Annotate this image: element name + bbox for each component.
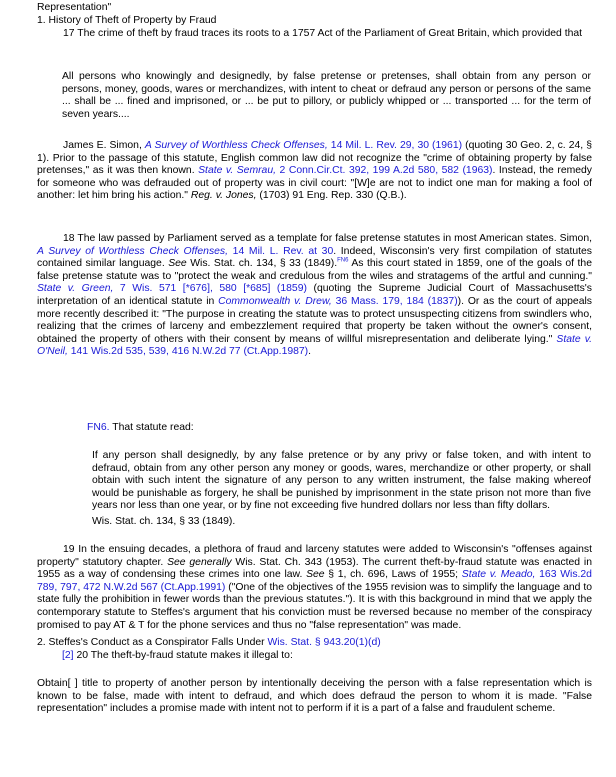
paragraph-18 [37, 233, 592, 359]
text: (quoting the Supreme Judicial Court of Massachusetts's interpretation of an identical statute in [37, 283, 592, 307]
text: . Instead, the remedy for someone who was defrauded out of property was in civil court: "[W]e are not to indict one man for making a fool of another: let him bring his action." [37, 165, 593, 202]
section-2-heading [37, 637, 597, 650]
see-signal: See [168, 258, 187, 270]
link-survey-worthless-check-2[interactable]: A Survey of Worthless Check Offenses, [37, 245, 229, 257]
link-commonwealth-v-drew[interactable]: Commonwealth v. Drew, [218, 295, 332, 307]
text: § 1, ch. 696, Laws of 1955; [324, 569, 462, 581]
link-mil-l-rev-29[interactable]: 14 Mil. L. Rev. 29, 30 (1961) [327, 140, 463, 151]
footnote-6-label[interactable]: FN6. [87, 422, 110, 433]
text: Wis. Stat. Ch. 343 (1953). The current theft-by-fraud statute was enacted in 1955 as a way of condensing these crimes into one law. [37, 556, 592, 581]
link-state-v-semrau[interactable]: State v. Semrau, [198, 165, 277, 177]
headnote-2-link[interactable]: [2] [62, 650, 74, 661]
link-survey-worthless-check[interactable]: A Survey of Worthless Check Offenses, [144, 140, 328, 151]
text: As this court stated in 1859, one of the goals of the false pretense statute was to "protect the weak and credulous from the wiles and stratagems of the artful and cunning." [37, 258, 592, 282]
text: ("One of the objectives of the 1955 revision was to simplify the language and to state fully the prohibition in fewer words than the previous statutes."). It is with this background in mind that we apply the contemporary statute to Steffes's argument that his conviction must be reversed because no member of the conspiracy promised to pay AT & T for the phone services and thus no "false representation" was made. [37, 581, 592, 631]
footnote-6-intro [87, 422, 587, 435]
text: Wis. Stat. ch. 134, § 33 (1849). [186, 258, 338, 270]
link-mil-l-rev-at-30[interactable]: 14 Mil. L. Rev. at 30 [228, 245, 334, 257]
paragraph-17: 17 The crime of theft by fraud traces its roots to a 1757 Act of the Parliament of Great Britain, which provided that [63, 28, 583, 39]
text: 19 In the ensuing decades, a plethora of fraud and larceny statutes were added to Wisconsin's "offenses against property" statutory chapter. [37, 544, 592, 568]
paragraph-20 [62, 650, 592, 663]
text: 18 The law passed by Parliament served as a template for false pretense statutes in most American states. Simon, [63, 233, 592, 244]
section-1-heading: 1. History of Theft of Property by Fraud [37, 15, 217, 26]
text: (quoting 30 Geo. 2, c. 24, § 1). Prior to the passage of this statute, English common law did not recognize the "crime of obtaining property by false pretenses," as it was then known. [37, 140, 592, 177]
text: (1703) 91 Eng. Rep. 330 (Q.B.). [256, 190, 407, 202]
link-state-v-meado[interactable]: State v. Meado, [461, 569, 536, 581]
see-generally-signal: See generally [167, 556, 232, 568]
top-line: Representation" [37, 2, 112, 13]
text: ). Or as the court of appeals more recently described it: "The purpose in creating the statute was to protect unsuspecting citizens from swindlers who, realizing that the crimes of larceny and embezzlement required that property be taken without the owner's consent, obtained the property of others with their consent by means of willful misrepresentation and deliberate lying." [37, 295, 592, 345]
link-meado-cite[interactable]: 163 Wis.2d 789, 797, 472 N.W.2d 567 (Ct.App.1991) [37, 569, 592, 593]
statute-quote: Obtain[ ] title to property of another person by intentionally deceiving the person with a false representation which is known to be false, made with intent to defraud, and which does defraud the person to whom it is made. "False representation" includes a promise made with intent not to perform if it is a part of a false and fraudulent scheme. [37, 678, 592, 715]
text: That statute read: [109, 422, 194, 433]
see-signal: See [306, 569, 325, 581]
link-wis-stat-943-20[interactable]: Wis. Stat. § 943.20(1)(d) [267, 637, 381, 648]
link-oneil-cite[interactable]: 141 Wis.2d 535, 539, 416 N.W.2d 77 (Ct.App.1987) [67, 346, 309, 358]
footnote-6-quote: If any person shall designedly, by any false pretence or by any privy or false token, and with intent to defraud, obtain from any other person any money or goods, wares, merchandize or other property, or shall obtain with such intent the signature of any person to any written instrument, the false making whereof would be punishable as forgery, he shall be punished by imprisonment in the state prison not more than five years nor less than one year, or by fine not exceeding five hundred dollars nor less than fifty dollars. [92, 450, 591, 512]
footnote-6-marker[interactable]: FN6 [337, 257, 349, 264]
link-drew-cite[interactable]: 36 Mass. 179, 184 (1837) [331, 295, 458, 307]
footnote-6-cite: Wis. Stat. ch. 134, § 33 (1849). [92, 516, 236, 527]
text: . [308, 346, 312, 358]
link-green-cite[interactable]: 7 Wis. 571 [*676], 580 [*685] (1859) [113, 283, 307, 295]
block-quote-1757-act: All persons who knowingly and designedly, by false pretense or pretenses, shall obtain from any person or persons, money, goods, wares or merchandizes, with intent to cheat or defraud any person or persons of the same ... shall be ... fined and imprisoned, or ... be put to pillory, or publicly whipped or ... transported ... for the term of seven years.... [62, 71, 591, 120]
link-semrau-cite[interactable]: 2 Conn.Cir.Ct. 392, 199 A.2d 580, 582 (1963) [276, 165, 493, 177]
link-state-v-green[interactable]: State v. Green, [37, 283, 114, 295]
text: 2. Steffes's Conduct as a Conspirator Falls Under [37, 637, 268, 648]
text: James E. Simon, [63, 140, 145, 151]
text: 20 The theft-by-fraud statute makes it illegal to: [73, 650, 293, 661]
link-state-v-oneil[interactable]: State v. O'Neil, [37, 333, 592, 358]
simon-citation-paragraph [37, 140, 592, 203]
text: . Indeed, Wisconsin's very first compilation of statutes contained similar language. [37, 245, 592, 270]
paragraph-19 [37, 544, 592, 632]
reg-v-jones: Reg. v. Jones, [190, 190, 257, 202]
